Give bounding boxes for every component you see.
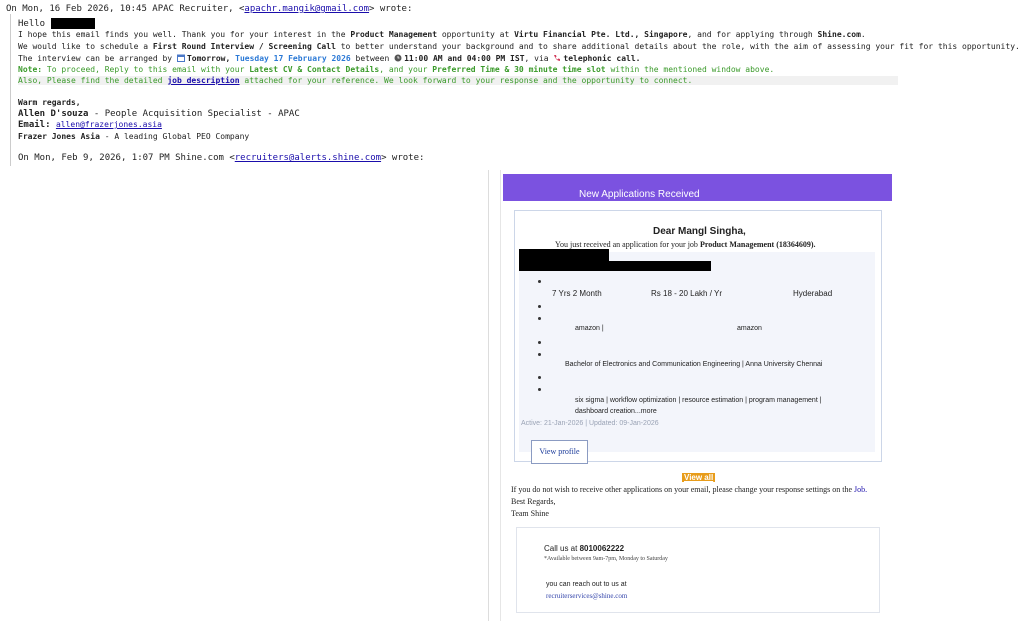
calendar-icon bbox=[177, 54, 185, 62]
team-shine: Team Shine bbox=[511, 509, 549, 518]
outer-reply-header: On Mon, 16 Feb 2026, 10:45 APAC Recruiter, <apachr.mangik@gmail.com> wrote: bbox=[6, 4, 413, 14]
application-intro: You just received an application for your job Product Management (18364609). bbox=[555, 240, 816, 249]
previous-company: amazon bbox=[737, 325, 762, 332]
interview-window-line: The interview can be arranged by Tomorrow, Tuesday 17 February 2026 between 11:00 AM and 04:00 PM IST, via telephonic call. bbox=[18, 54, 641, 63]
note-line: Note: To proceed, Reply to this email with your Latest CV & Contact Details, and your Preferred Time & 30 minute time slot within the mentioned window above. bbox=[18, 65, 775, 74]
signature-email-line: Email: allen@frazerjones.asia bbox=[18, 120, 162, 130]
support-phone[interactable]: 8010062222 bbox=[579, 544, 625, 553]
skills-line-1: six sigma | workflow optimization | resource estimation | program management | bbox=[575, 397, 822, 404]
activity-dates: Active: 21-Jan-2026 | Updated: 09-Jan-2026 bbox=[521, 420, 659, 427]
job-description-link[interactable]: job description bbox=[167, 76, 240, 85]
skills-line-2[interactable]: dashboard creation...more bbox=[575, 408, 657, 415]
current-company: amazon | bbox=[575, 325, 604, 332]
view-profile-button[interactable]: View profile bbox=[531, 440, 588, 464]
application-card bbox=[514, 210, 882, 462]
redacted-candidate-name bbox=[519, 249, 609, 261]
signature-name-line: Allen D'souza - People Acquisition Specialist - APAC bbox=[18, 109, 300, 119]
job-description-line: Also, Please find the detailed job description attached for your reference. We look forward to your response and the opportunity to connect. bbox=[18, 76, 898, 85]
candidate-details bbox=[519, 252, 875, 452]
signature-company-line: Frazer Jones Asia - A leading Global PEO Company bbox=[18, 132, 250, 141]
shine-banner: New Applications Received bbox=[503, 174, 892, 201]
phone-icon bbox=[553, 54, 561, 62]
clock-icon bbox=[394, 54, 402, 62]
response-settings-text: If you do not wish to receive other applications on your email, please change your response settings on the Job. bbox=[511, 485, 868, 494]
experience: 7 Yrs 2 Month bbox=[552, 289, 602, 298]
quoted-recruiter-message bbox=[10, 14, 1020, 166]
shine-sender-email-link[interactable]: recruiters@alerts.shine.com bbox=[234, 153, 382, 163]
contact-box bbox=[516, 527, 880, 613]
intro-line: I hope this email finds you well. Thank you for your interest in the Product Management opportunity at Virtu Financial Pte. Ltd., Singapore, and for applying through Shine.com. bbox=[18, 30, 866, 39]
support-email-link[interactable]: recruiterservices@shine.com bbox=[546, 592, 628, 600]
redacted-name bbox=[51, 18, 95, 29]
schedule-line: We would like to schedule a First Round Interview / Screening Call to better understand your background and to share additional details about the role, with the aim of assessing your fit for this opportunity. bbox=[18, 42, 1020, 51]
quote-divider-inner bbox=[500, 170, 501, 621]
salary: Rs 18 - 20 Lakh / Yr bbox=[651, 289, 722, 298]
greeting: Dear Mangl Singha, bbox=[653, 226, 746, 237]
inner-reply-header: On Mon, Feb 9, 2026, 1:07 PM Shine.com <recruiters@alerts.shine.com> wrote: bbox=[18, 153, 425, 163]
signature-email-link[interactable]: allen@frazerjones.asia bbox=[55, 120, 162, 129]
location: Hyderabad bbox=[793, 289, 833, 298]
redacted-candidate-headline bbox=[519, 261, 711, 271]
outer-sender-email-link[interactable]: apachr.mangik@gmail.com bbox=[244, 4, 370, 14]
support-hours: *Available between 9am-7pm, Monday to Saturday bbox=[544, 556, 668, 562]
reach-out-text: you can reach out to us at bbox=[546, 581, 627, 588]
quote-divider bbox=[488, 170, 489, 621]
hello-line: Hello bbox=[18, 18, 95, 29]
call-us-line: Call us at 8010062222 bbox=[544, 544, 625, 553]
best-regards: Best Regards, bbox=[511, 497, 556, 506]
job-settings-link[interactable]: Job. bbox=[854, 485, 868, 494]
warm-regards: Warm regards, bbox=[18, 98, 81, 107]
education: Bachelor of Electronics and Communication Engineering | Anna University Chennai bbox=[565, 361, 823, 368]
view-all-button[interactable]: View all bbox=[684, 473, 714, 482]
